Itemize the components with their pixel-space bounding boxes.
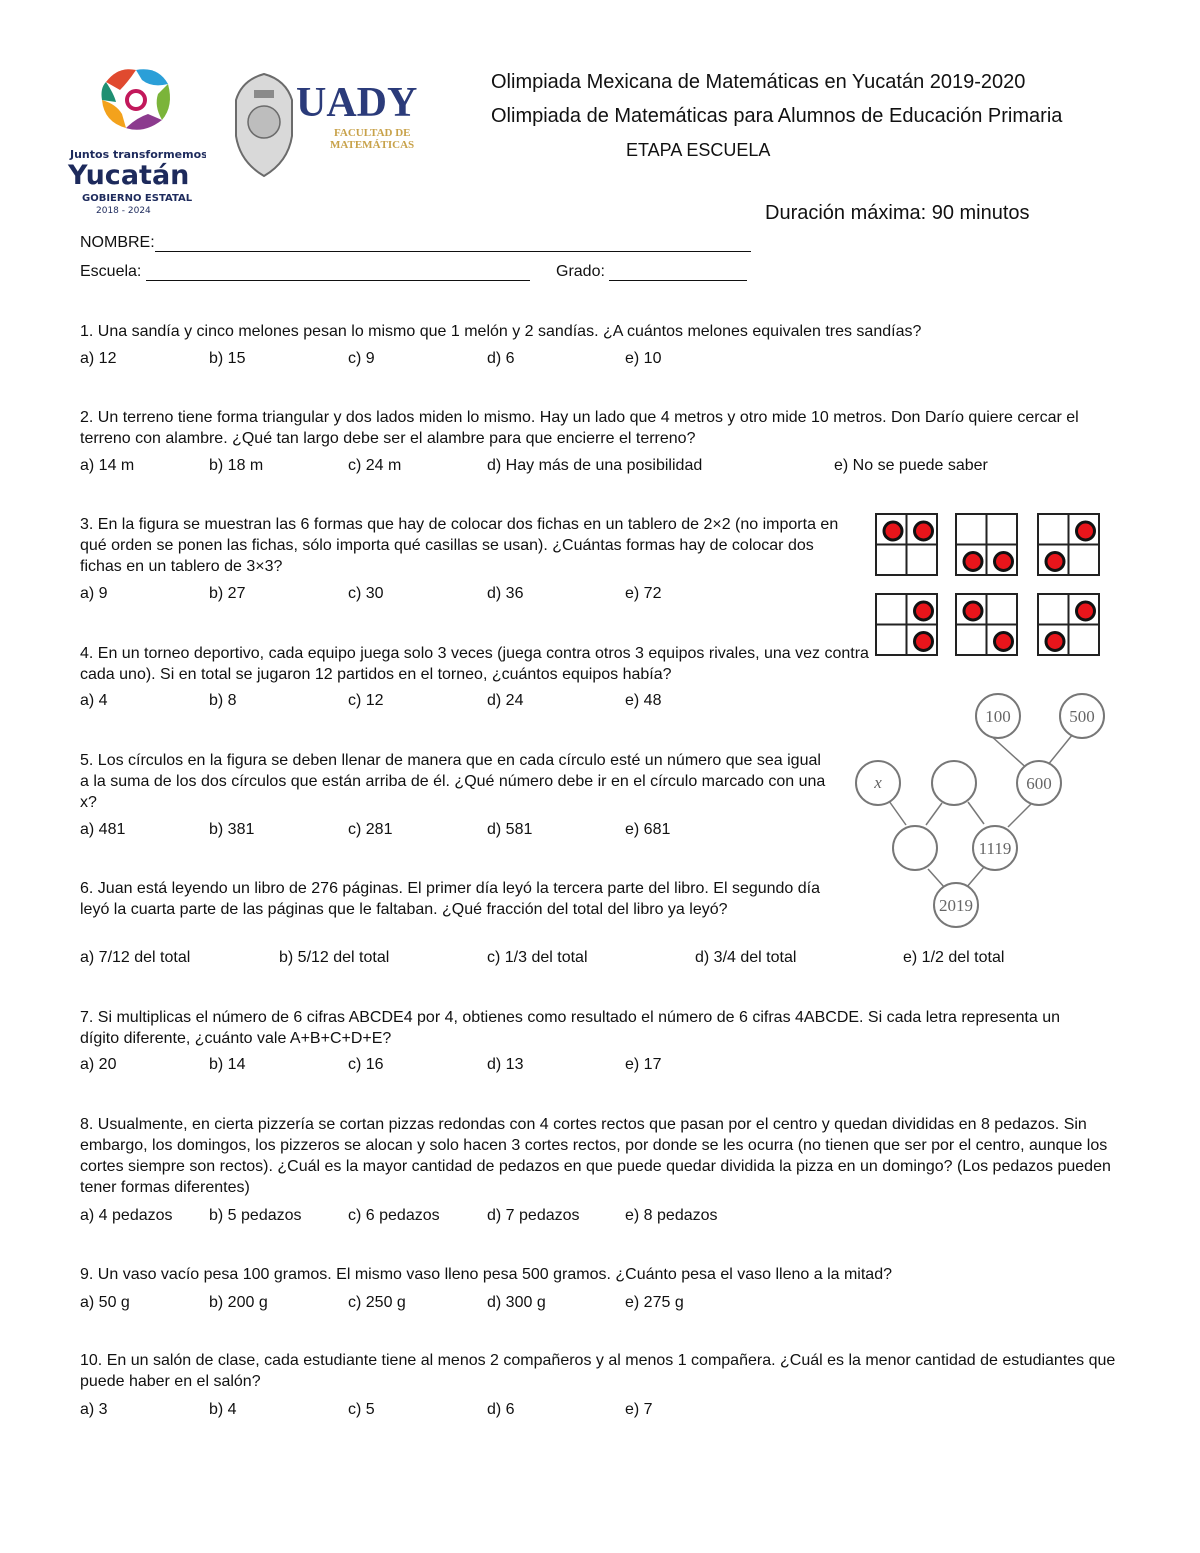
q2-option-d[interactable]: d) Hay más de una posibilidad — [487, 457, 703, 474]
q5-option-e[interactable]: e) 681 — [625, 821, 671, 838]
q10-option-e[interactable]: e) 7 — [625, 1401, 653, 1418]
label-1119: 1119 — [978, 839, 1012, 858]
question-9: 9. Un vaso vacío pesa 100 gramos. El mismo vaso lleno pesa 500 gramos. ¿Cuánto pesa el vaso lleno a la mitad? — [80, 1266, 892, 1283]
token-icon — [884, 522, 902, 540]
q5-option-d[interactable]: d) 581 — [487, 821, 533, 838]
q6-option-c[interactable]: c) 1/3 del total — [487, 949, 588, 966]
name-row — [80, 234, 751, 252]
token-icon — [964, 602, 982, 620]
q7-option-e[interactable]: e) 17 — [625, 1056, 662, 1073]
q1-option-e[interactable]: e) 10 — [625, 350, 662, 367]
q9-option-a[interactable]: a) 50 g — [80, 1294, 130, 1311]
yucatan-emblem-icon — [66, 66, 206, 216]
q10-option-a[interactable]: a) 3 — [80, 1401, 108, 1418]
svg-text:FACULTAD DE: FACULTAD DE — [334, 127, 411, 139]
token-icon — [1077, 602, 1095, 620]
q9-option-c[interactable]: c) 250 g — [348, 1294, 406, 1311]
school-field[interactable] — [146, 263, 530, 281]
question-4: 4. En un torneo deportivo, cada equipo juega solo 3 veces (juega contra otros 3 equipos rivales, una vez contra cada uno). Si en total se jugaron 12 partidos en el torneo, ¿cuántos equipos había? — [80, 645, 869, 683]
question-1: 1. Una sandía y cinco melones pesan lo mismo que 1 melón y 2 sandías. ¿A cuántos melones equivalen tres sandías? — [80, 323, 922, 340]
q8-option-c[interactable]: c) 6 pedazos — [348, 1207, 440, 1224]
q4-option-e[interactable]: e) 48 — [625, 692, 662, 709]
board-6 — [1038, 594, 1099, 655]
q2-option-b[interactable]: b) 18 m — [209, 457, 264, 474]
q3-option-b[interactable]: b) 27 — [209, 585, 246, 602]
question-2: 2. Un terreno tiene forma triangular y dos lados miden lo mismo. Hay un lado que 4 metros y otro mide 10 metros. Don Darío quiere cercar el terreno con alambre. ¿Qué tan largo debe ser el alambre para que encierre el terreno? — [80, 409, 1079, 447]
q10-option-b[interactable]: b) 4 — [209, 1401, 237, 1418]
name-label: NOMBRE: — [80, 234, 155, 251]
grade-row — [556, 263, 747, 281]
header-stage: ETAPA ESCUELA — [626, 140, 771, 160]
uady-shield-icon — [228, 70, 428, 182]
q4-option-b[interactable]: b) 8 — [209, 692, 237, 709]
q6-option-b[interactable]: b) 5/12 del total — [279, 949, 390, 966]
circle-mid-empty — [932, 761, 976, 805]
grade-field[interactable] — [609, 263, 747, 281]
q4-option-d[interactable]: d) 24 — [487, 692, 524, 709]
boards-figure — [868, 506, 1108, 666]
header-title: Olimpiada Mexicana de Matemáticas en Yucatán 2019-2020 — [491, 71, 1026, 93]
q3-option-c[interactable]: c) 30 — [348, 585, 384, 602]
svg-text:UADY: UADY — [296, 80, 418, 126]
q9-option-e[interactable]: e) 275 g — [625, 1294, 684, 1311]
q8-option-b[interactable]: b) 5 pedazos — [209, 1207, 302, 1224]
token-icon — [1077, 522, 1095, 540]
label-100: 100 — [985, 707, 1011, 726]
q5-option-b[interactable]: b) 381 — [209, 821, 255, 838]
q8-option-a[interactable]: a) 4 pedazos — [80, 1207, 173, 1224]
board-4 — [876, 594, 937, 655]
question-7: 7. Si multiplicas el número de 6 cifras ABCDE4 por 4, obtienes como resultado el número de 6 cifras 4ABCDE. Si cada letra representa un dígito diferente, ¿cuánto vale A+B+C+D+E? — [80, 1009, 1061, 1047]
duration-label: Duración máxima: 90 minutos — [765, 202, 1030, 224]
token-icon — [1046, 633, 1064, 651]
header-subtitle: Olimpiada de Matemáticas para Alumnos de Educación Primaria — [491, 105, 1063, 127]
label-600: 600 — [1026, 774, 1052, 793]
token-icon — [915, 602, 933, 620]
q7-option-d[interactable]: d) 13 — [487, 1056, 524, 1073]
yucatan-logo — [66, 66, 206, 216]
q1-option-b[interactable]: b) 15 — [209, 350, 246, 367]
board-1 — [876, 514, 937, 575]
question-5: 5. Los círculos en la figura se deben llenar de manera que en cada círculo esté un número que sea igual a la suma de los dos círculos que están arriba de él. ¿Qué número debe ir en el círculo marcado con una x? — [80, 752, 826, 811]
q8-option-e[interactable]: e) 8 pedazos — [625, 1207, 718, 1224]
label-x: x — [874, 773, 882, 792]
q10-option-c[interactable]: c) 5 — [348, 1401, 375, 1418]
school-label: Escuela: — [80, 263, 142, 280]
svg-text:Juntos transformemos: Juntos transformemos — [70, 148, 206, 161]
q3-option-d[interactable]: d) 36 — [487, 585, 524, 602]
q7-option-b[interactable]: b) 14 — [209, 1056, 246, 1073]
token-icon — [995, 633, 1013, 651]
q7-option-c[interactable]: c) 16 — [348, 1056, 384, 1073]
q3-option-a[interactable]: a) 9 — [80, 585, 108, 602]
q6-option-a[interactable]: a) 7/12 del total — [80, 949, 191, 966]
q7-option-a[interactable]: a) 20 — [80, 1056, 117, 1073]
token-icon — [915, 522, 933, 540]
question-8: 8. Usualmente, en cierta pizzería se cortan pizzas redondas con 4 cortes rectos que pasan por el centro y quedan divididas en 8 pedazos. Sin embargo, los domingos, los pizzeros se alocan y solo hacen 3 cortes rectos, por donde se les ocurra (no tienen que ser por el centro, aunque los cortes siempre son rectos). ¿Cuál es la mayor cantidad de pedazos en que puede quedar dividida la pizza en un domingo? (Los pedazos pueden tener formas diferentes) — [80, 1116, 1111, 1196]
question-6: 6. Juan está leyendo un libro de 276 páginas. El primer día leyó la tercera parte del libro. El segundo día leyó la cuarta parte de las páginas que le faltaban. ¿Qué fracción del total del libro ya leyó? — [80, 880, 821, 918]
question-10: 10. En un salón de clase, cada estudiante tiene al menos 2 compañeros y al menos 1 compañera. ¿Cuál es la menor cantidad de estudiantes que puede haber en el salón? — [80, 1352, 1116, 1390]
q5-option-c[interactable]: c) 281 — [348, 821, 393, 838]
q2-option-e[interactable]: e) No se puede saber — [834, 457, 988, 474]
q5-option-a[interactable]: a) 481 — [80, 821, 126, 838]
svg-text:Yucatán: Yucatán — [68, 160, 190, 191]
token-icon — [995, 553, 1013, 571]
q8-option-d[interactable]: d) 7 pedazos — [487, 1207, 580, 1224]
label-500: 500 — [1069, 707, 1095, 726]
q1-option-a[interactable]: a) 12 — [80, 350, 117, 367]
q2-option-a[interactable]: a) 14 m — [80, 457, 135, 474]
q4-option-c[interactable]: c) 12 — [348, 692, 384, 709]
school-row — [80, 263, 530, 281]
q9-option-d[interactable]: d) 300 g — [487, 1294, 546, 1311]
name-field[interactable] — [155, 234, 751, 252]
svg-text:GOBIERNO ESTATAL: GOBIERNO ESTATAL — [82, 193, 193, 204]
board-3 — [1038, 514, 1099, 575]
board-5 — [956, 594, 1017, 655]
token-icon — [1046, 553, 1064, 571]
q6-option-e[interactable]: e) 1/2 del total — [903, 949, 1005, 966]
token-icon — [915, 633, 933, 651]
q1-option-c[interactable]: c) 9 — [348, 350, 375, 367]
token-icon — [964, 553, 982, 571]
q2-option-c[interactable]: c) 24 m — [348, 457, 402, 474]
q9-option-b[interactable]: b) 200 g — [209, 1294, 268, 1311]
label-2019: 2019 — [939, 896, 973, 915]
q3-option-e[interactable]: e) 72 — [625, 585, 662, 602]
board-2 — [956, 514, 1017, 575]
q6-option-d[interactable]: d) 3/4 del total — [695, 949, 797, 966]
q4-option-a[interactable]: a) 4 — [80, 692, 108, 709]
grade-label: Grado: — [556, 263, 605, 280]
q10-option-d[interactable]: d) 6 — [487, 1401, 515, 1418]
q1-option-d[interactable]: d) 6 — [487, 350, 515, 367]
svg-text:2018 - 2024: 2018 - 2024 — [96, 206, 151, 216]
circles-figure — [848, 688, 1113, 933]
circle-low-empty — [893, 826, 937, 870]
question-3: 3. En la figura se muestran las 6 formas que hay de colocar dos fichas en un tablero de 2×2 (no importa en qué orden se ponen las fichas, sólo importa qué casillas se usan). ¿Cuántas formas hay de colocar dos fichas en un tablero de 3×3? — [80, 516, 839, 575]
uady-logo — [228, 70, 428, 182]
svg-text:MATEMÁTICAS: MATEMÁTICAS — [330, 139, 415, 151]
